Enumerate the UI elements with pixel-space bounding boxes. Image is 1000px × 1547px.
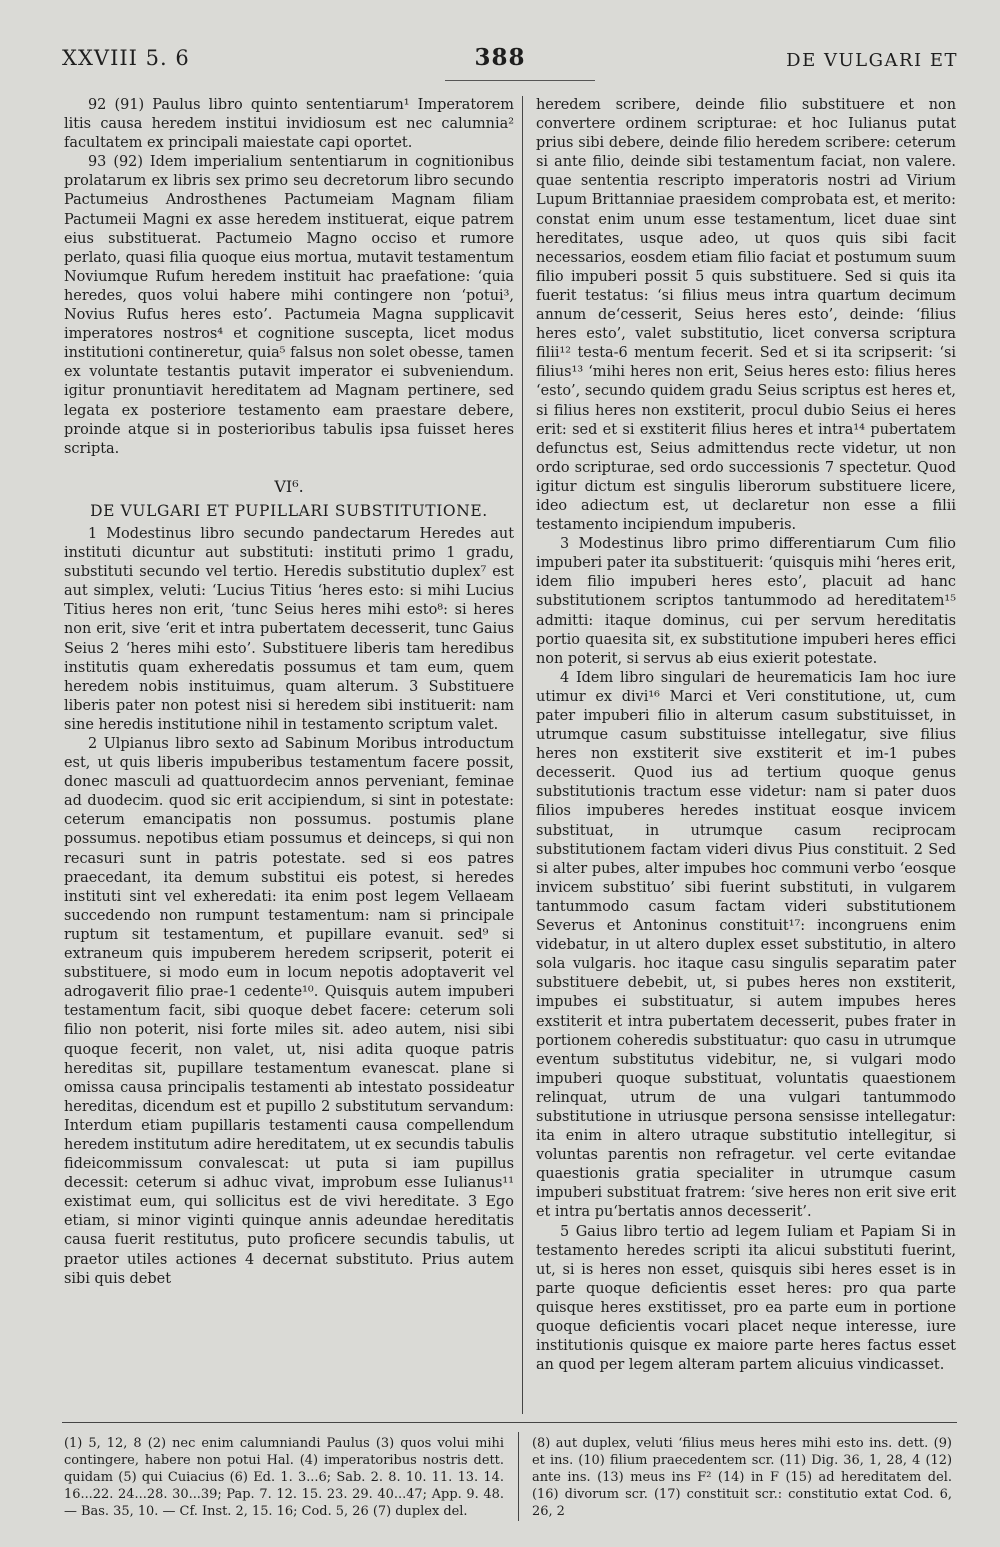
fragment-92: 92 (91) Paulus libro quinto sententiarum¹ Imperatorem litis causa heredem institui invidiosum est nec calumnia² facultatem ex principali maiestate capi oportet. bbox=[64, 97, 514, 152]
title-name: DE VULGARI ET PUPILLARI SUBSTITUTIONE. bbox=[90, 501, 488, 520]
fragment-93: 93 (92) Idem imperialium sententiarum in cognitionibus prolatarum ex libris sex primo seu decretorum libro secundo Pactumeius Androsthenes Pactumeiam Magnam filiam Pactumeii Magni ex asse heredem instituerat, eique patrem eius substituerat. Pactumeio Magno occiso et rumore perlato, quasi filia quoque eius mortua, mutavit testamentum Noviumque Rufum heredem instituit hac praefatione: ‘quia heredes, quos volui habere mihi contingere non ‘potui³, Novius Rufus heres esto’. Pactumeia Magna supplicavit imperatores nostros⁴ et cognitione suscepta, licet modus institutioni contineretur, quia⁵ falsus non solet obesse, tamen ex voluntate testantis putavit imperator ei subveniendum. igitur pronuntiavit hereditatem ad Magnam pertinere, sed legata ex posteriore testamento eam praestare debere, proinde atque si in posterioribus tabulis ipsa fuisset heres scripta. bbox=[64, 154, 514, 457]
fragment-2-continued: heredem scribere, deinde filio substituere et non convertere ordinem scripturae: et hoc Iulianus putat prius sibi debere, deinde filio heredem scribere: ceterum si ante filio, deinde sibi testamentum faciat, non valere. quae sententia rescripto imperatoris nostri ad Virium Lupum Brittanniae praesidem comprobata est, et merito: constat enim unum esse testamentum, licet duae sint hereditates, usque adeo, ut quos quis sibi facit necessarios, eosdem etiam filio faciat et postumum suum filio impuberi possit 5 quis substituere. Sed si quis ita fuerit testatus: ‘si filius meus intra quartum decimum annum de‘cesserit, Seius heres esto’, deinde: ‘filius heres esto’, valet substitutio, licet conversa scriptura filii¹² testa-6 mentum fecerit. Sed et si ita scripserit: ‘si filius¹³ ‘mihi heres non erit, Seius heres esto: filius heres ‘esto’, secundo quidem gradu Seius scriptus est heres et, si filius heres non exstiterit, procul dubio Seius ei heres erit: sed et si exstiterit filius heres et intra¹⁴ pubertatem defunctus est, Seius admittendus recte videtur, ut non ordo scripturae, sed ordo successionis 7 spectetur. Quod igitur dictum est singulis liberorum substituere licere, ideo adiectum est, ut declaretur non esse a filii testamento incipiendum impuberis. bbox=[536, 97, 956, 534]
fragment-1: 1 Modestinus libro secundo pandectarum Heredes aut instituti dicuntur aut substituti: instituti primo 1 gradu, substituti secundo vel tertio. Heredis substitutio duplex⁷ est aut simplex, veluti: ‘Lucius Titius ‘heres esto: si mihi Lucius Titius heres non erit, ‘tunc Seius heres mihi esto⁸: si heres non erit, sive ‘erit et intra pubertatem decesserit, tunc Gaius Seius 2 ‘heres mihi esto’. Substituere liberis tam heredibus institutis quam exheredatis possumus et tam eum, quem heredem nobis instituimus, quam alterum. 3 Substituere liberis pater non potest nisi si heredem sibi instituerit: nam sine heredis institutione nihil in testamento scriptum valet. bbox=[64, 525, 514, 733]
title-number: VI⁶. bbox=[274, 476, 304, 496]
footnotes-right: (8) aut duplex, veluti ‘filius meus heres mihi esto ins. dett. (9) et ins. (10) filium praecedentem scr. (11) Dig. 36, 1, 28, 4 (12) ante ins. (13) meus ins F² (14) in F (15) ad hereditatem del. (16) divorum scr. (17) constituit scr.: constitutio extat Cod. 6, 26, 2 bbox=[532, 1436, 952, 1519]
right-column bbox=[536, 96, 956, 1375]
header-rule bbox=[445, 80, 595, 81]
column-separator bbox=[522, 96, 523, 1414]
fragment-2: 2 Ulpianus libro sexto ad Sabinum Moribus introductum est, ut quis liberis impuberibus testamentum facere possit, donec masculi ad quattuordecim annos perveniant, feminae ad duodecim. quod sic erit accipiendum, si sint in potestate: ceterum emancipatis non possumus. postumis plane possumus. nepotibus etiam possumus et deinceps, si qui non recasuri sunt in patris potestate. sed si eos patres praecedant, ita demum substitui eis potest, si heredes instituti sint vel exheredati: ita enim post legem Vellaeam succedendo non rumpunt testamentum: nam si principale ruptum sit testamentum, et pupillare evanuit. sed⁹ si extraneum quis impuberem heredem scripserit, poterit ei substituere, si modo eum in locum nepotis adoptaverit vel adrogaverit filio prae-1 cedente¹⁰. Quisquis autem impuberi testamentum facit, sibi quoque debet facere: ceterum soli filio non poterit, nisi forte miles sit. adeo autem, nisi sibi quoque fecerit, non valet, ut, nisi adita quoque patris hereditas sit, pupillare testamentum evanescat. plane si omissa causa principalis testamenti ab intestato possideatur hereditas, dicendum est et pupillo 2 substitutum servandum: Interdum etiam pupillaris testamenti causa compellendum heredem institutum adire hereditatem, ut ex secundis tabulis fideicommissum convalescat: ut puta si iam pupillus decessit: ceterum si adhuc vivat, improbum esse Iulianus¹¹ existimat eum, qui sollicitus est de vivi hereditate. 3 Ego etiam, si minor viginti quinque annis adeundae hereditatis causa fuerit restitutus, puto proficere secundis tabulis, ut praetor utiles actiones 4 decernat substituto. Prius autem sibi quis debet bbox=[64, 736, 514, 1287]
fragment-4: 4 Idem libro singulari de heurematicis Iam hoc iure utimur ex divi¹⁶ Marci et Veri constitutione, ut, cum pater impuberi filio in alterum casum substituisset, in utrumque casum substituisse intellegatur, sive filius heres non exstiterit sive exstiterit et im-1 pubes decesserit. Quod ius ad tertium quoque genus substitutionis tractum esse videtur: nam si pater duos filios impuberes heredes instituat eosque invicem substituat, in utrumque casum reciprocam substitutionem factam videri divus Pius constituit. 2 Sed si alter pubes, alter impubes hoc communi verbo ‘eosque invicem substituo’ sibi fuerint substituti, in vulgarem tantummodo casum factam videri substitutionem Severus et Antoninus constituit¹⁷: incongruens enim videbatur, in ut altero duplex esset substitutio, in altero sola vulgaris. hoc itaque casu singulis separatim pater substituere debebit, ut, si pubes heres non exstiterit, impubes ei substituatur, si autem impubes heres exstiterit et intra pubertatem decesserit, pubes frater in portionem coheredis substituatur: quo casu in utrumque eventum substitutus videbitur, ne, si vulgari modo impuberi quoque substituat, voluntatis quaestionem relinquat, utrum de una vulgari tantummodo substitutione in utriusque persona sensisse intellegatur: ita enim in altero utraque substitutio intellegitur, si voluntas parentis non refragetur. vel certe evitandae quaestionis gratia specialiter in utrumque casum impuberi substituat fratrem: ‘sive heres non erit sive erit et intra pu‘bertatis annos decesserit’. bbox=[536, 669, 956, 1221]
footnote-separator bbox=[518, 1432, 519, 1521]
fragment-5: 5 Gaius libro tertio ad legem Iuliam et Papiam Si in testamento heredes scripti ita alicui substituti fuerint, ut, si is heres non esset, quisquis sibi heres esset is in parte quoque deficientis esset heres: pro qua parte quisque heres exstitisset, pro ea parte eum in portione quoque deficientis vocari placet neque interesse, iure institutionis quisque ex maiore parte heres factus esset an quod per legem alteram partem alicuius vindicasset. bbox=[536, 1223, 956, 1374]
left-column bbox=[64, 96, 514, 1289]
page-number: 388 bbox=[474, 44, 526, 71]
running-head-title: DE VULGARI ET bbox=[786, 50, 958, 71]
footnotes-left: (1) 5, 12, 8 (2) nec enim calumniandi Paulus (3) quos volui mihi contingere, habere non potui Hal. (4) imperatoribus nostris dett. quidam (5) qui Cuiacius (6) Ed. 1. 3...6; Sab. 2. 8. 10. 11. 13. 14. 16...22. 24...28. 30...39; Pap. 7. 12. 15. 23. 29. 40...47; App. 9. 48. — Bas. 35, 10. — Cf. Inst. 2, 15. 16; Cod. 5, 26 (7) duplex del. bbox=[64, 1436, 504, 1519]
title-heading bbox=[64, 477, 514, 521]
footnote-rule bbox=[62, 1422, 957, 1423]
running-head-section: XXVIII 5. 6 bbox=[62, 46, 190, 70]
fragment-3: 3 Modestinus libro primo differentiarum Cum filio impuberi pater ita substituerit: ‘quisquis mihi ‘heres erit, idem filio impuberi heres esto’, placuit ad hanc substitutionem scriptos tantummodo ad hereditatem¹⁵ admitti: itaque dominus, cui per servum hereditatis portio quaesita sit, ex substitutione impuberi heres effici non poterit, si servus ab eius exierit potestate. bbox=[536, 536, 956, 667]
